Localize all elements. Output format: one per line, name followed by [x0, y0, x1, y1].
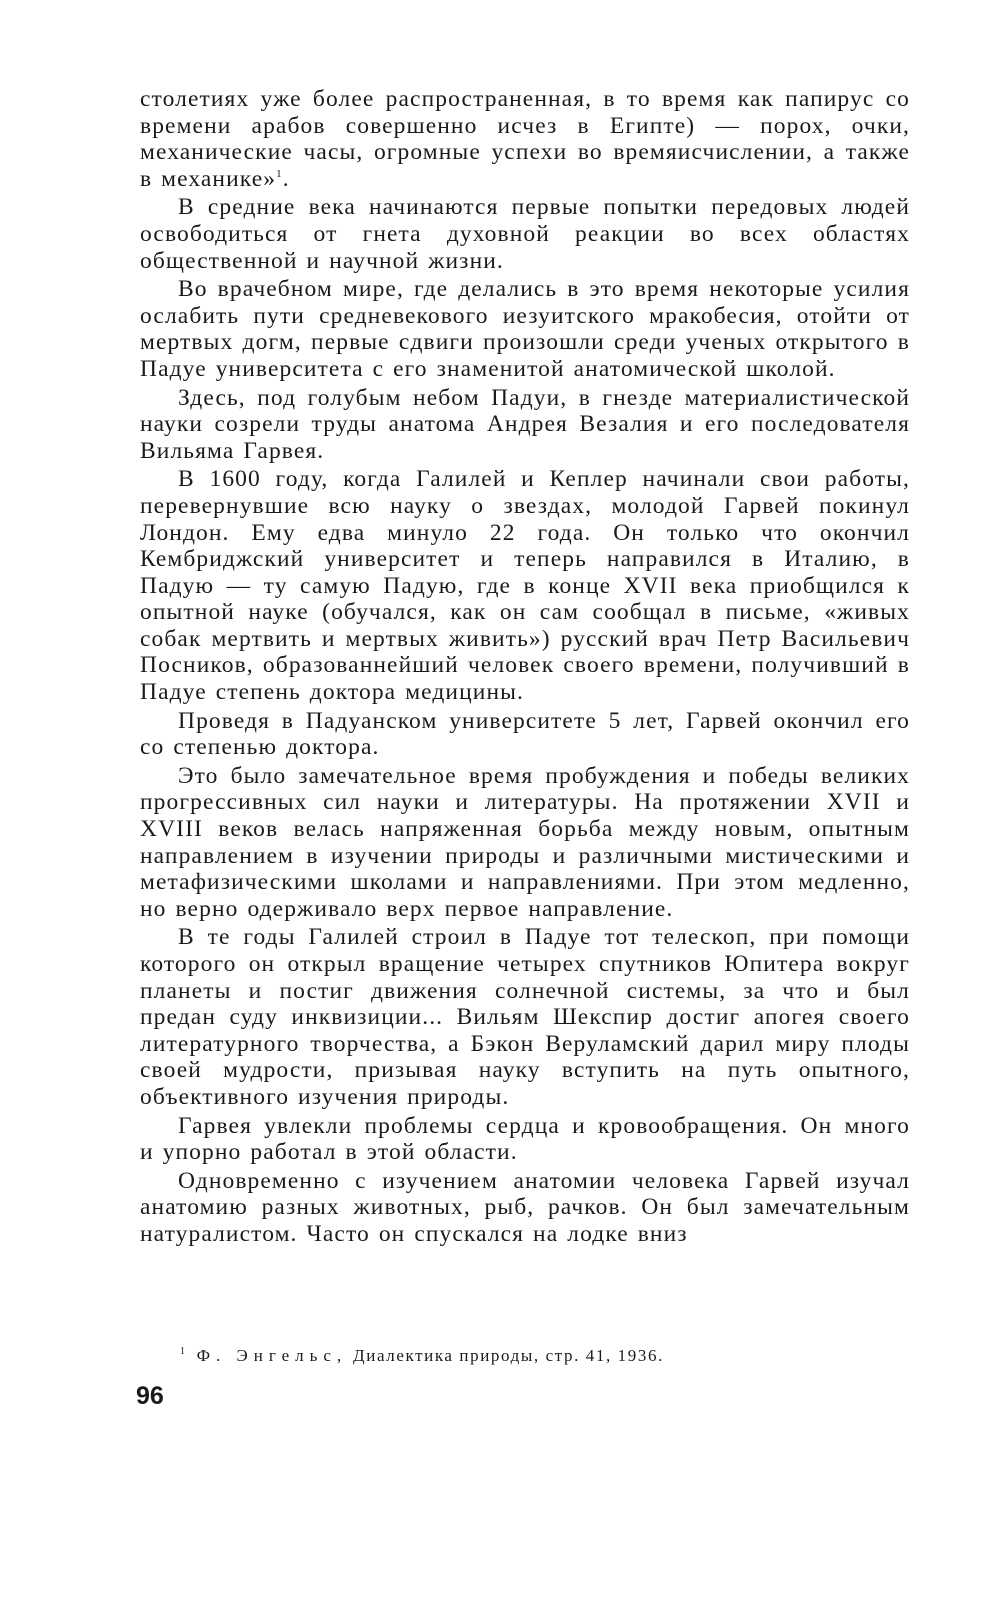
paragraph: В 1600 году, когда Галилей и Кеплер начинали свои работы, перевернувшие всю науку о звездах, молодой Гарвей покинул Лондон. Ему едва минуло 22 года. Он только что окончил Кембриджский университет и теперь направился в Италию, в Падую — ту самую Падую, где в конце XVII века приобщился к опытной науке (обучался, как он сам сообщал в письме, «живых собак мертвить и мертвых живить») русский врач Петр Васильевич Посников, образованнейший человек своего времени, получивший в Падуе степень доктора медицины.: [140, 466, 910, 706]
paragraph: В средние века начинаются первые попытки передовых людей освободиться от гнета духовной реакции во всех областях общественной и научной жизни.: [140, 194, 910, 274]
footnote: [180, 1346, 664, 1366]
footnote-mark: 1: [180, 1346, 187, 1358]
footnote-text: Диалектика природы, стр. 41, 1936.: [353, 1346, 664, 1365]
paragraph: Одновременно с изучением анатомии человека Гарвей изучал анатомию разных животных, рыб, рачков. Он был замечательным натуралистом. Часто он спускался на лодке вниз: [140, 1167, 910, 1247]
paragraph: Здесь, под голубым небом Падуи, в гнезде материалистической науки созрели труды анатома Андрея Везалия и его последователя Вильяма Гарвея.: [140, 384, 910, 464]
paragraph: [140, 86, 910, 192]
page-number: 96: [136, 1382, 164, 1410]
footnote-author: Ф. Энгельс,: [196, 1346, 348, 1365]
paragraph: Гарвея увлекли проблемы сердца и кровообращения. Он много и упорно работал в этой области.: [140, 1112, 910, 1166]
paragraph-end-punctuation: .: [282, 165, 290, 192]
paragraph-text: столетиях уже более распространенная, в то время как папирус со времени арабов совершенно исчез в Египте) — порох, очки, механические часы, огромные успехи во времяисчислении, а также в механике»: [140, 86, 910, 192]
page-body: [140, 86, 910, 1248]
paragraph: Проведя в Падуанском университете 5 лет, Гарвей окончил его со степенью доктора.: [140, 707, 910, 761]
paragraph: В те годы Галилей строил в Падуе тот телескоп, при помощи которого он открыл вращение четырех спутников Юпитера вокруг планеты и постиг движения солнечной системы, за что и был предан суду инквизиции... Вильям Шекспир достиг апогея своего литературного творчества, а Бэкон Веруламский дарил миру плоды своей мудрости, призывая науку вступить на путь опытного, объективного изучения природы.: [140, 924, 910, 1110]
paragraph: Это было замечательное время пробуждения и победы великих прогрессивных сил науки и литературы. На протяжении XVII и XVIII веков велась напряженная борьба между новым, опытным направлением в изучении природы и различными мистическими и метафизическими школами и направлениями. При этом медленно, но верно одерживало верх первое направление.: [140, 762, 910, 922]
footnote-reference: 1: [276, 167, 283, 180]
paragraph: Во врачебном мире, где делались в это время некоторые усилия ослабить пути средневекового иезуитского мракобесия, отойти от мертвых догм, первые сдвиги произошли среди ученых открытого в Падуе университета с его знаменитой анатомической школой.: [140, 276, 910, 382]
